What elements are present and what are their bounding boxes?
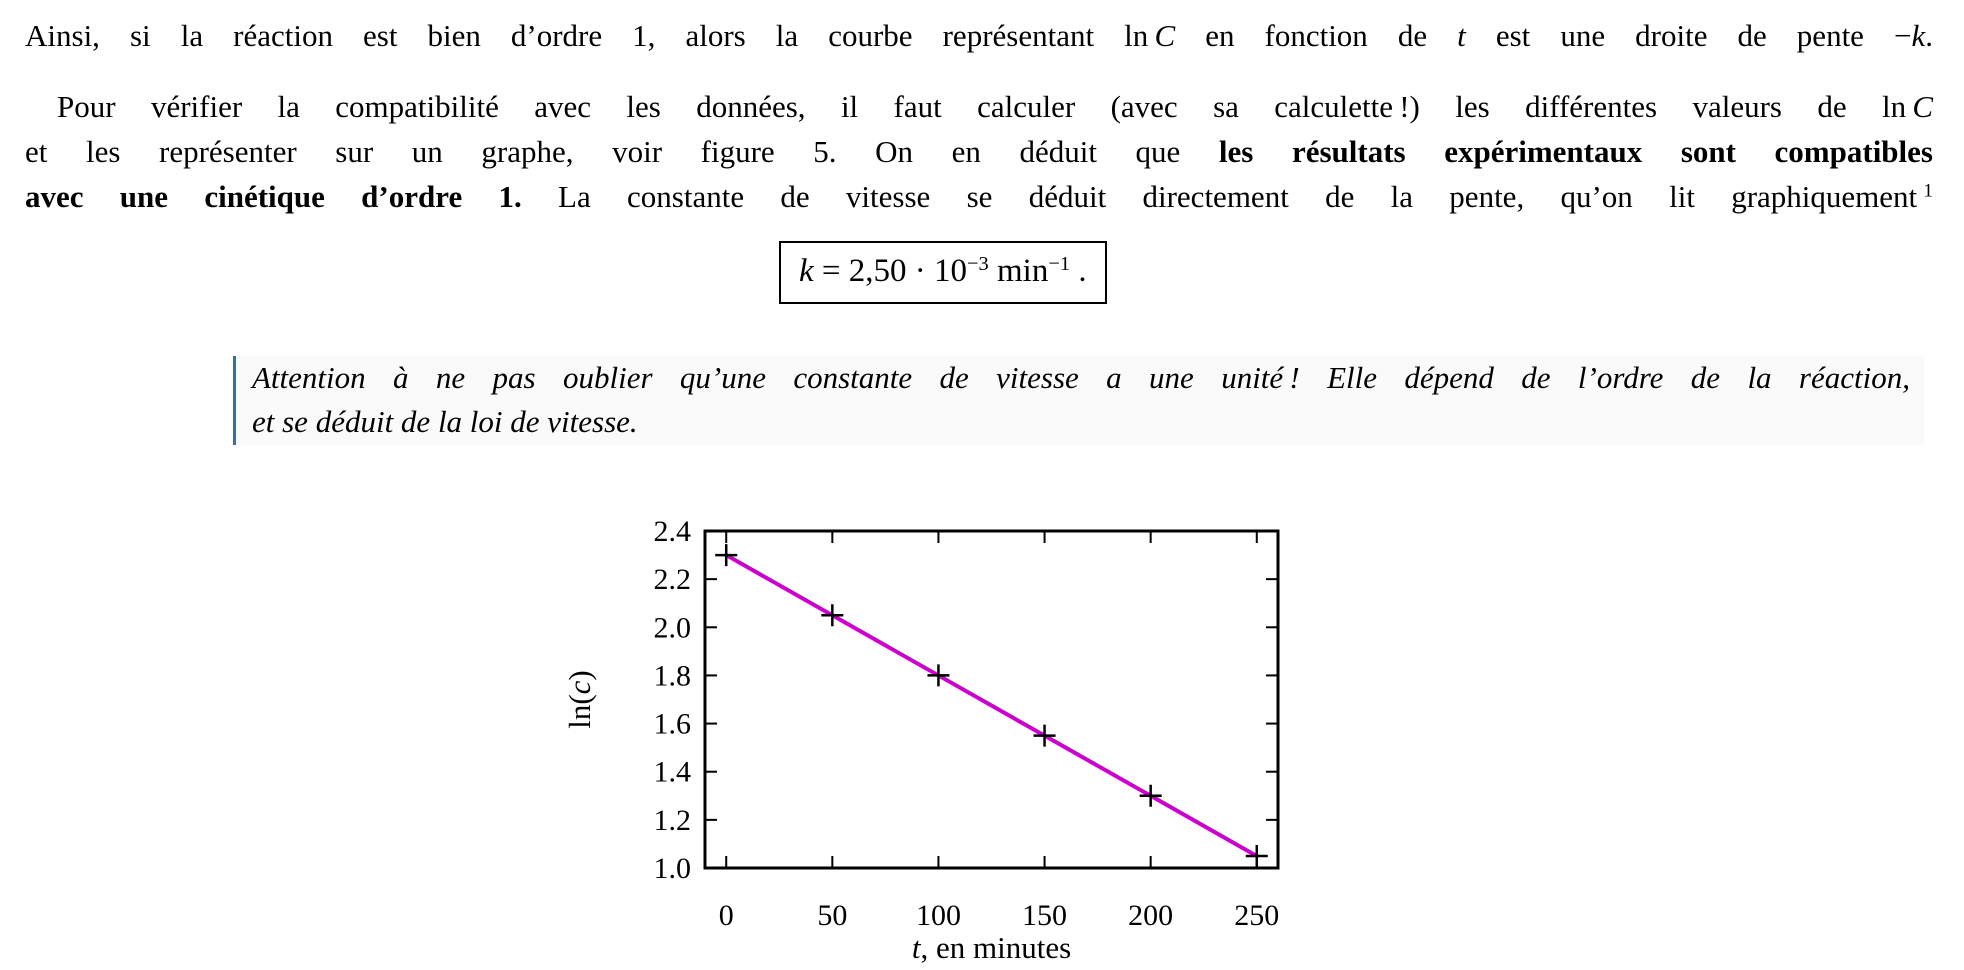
- y-tick-label: 1.4: [653, 755, 691, 789]
- ln-c-vs-t-chart: [560, 503, 1320, 970]
- note-line: [252, 356, 1910, 400]
- remark-note: [233, 356, 1924, 445]
- figure-5-kinetics-plot: [560, 503, 1320, 970]
- text-line: [25, 84, 1933, 129]
- x-tick-label: 100: [915, 899, 961, 932]
- text-segment: = 2,50 · 10: [813, 253, 968, 289]
- x-tick-label: 50: [817, 899, 848, 932]
- y-tick-label: 2.2: [653, 563, 691, 597]
- superscript: 1: [1923, 180, 1933, 202]
- y-tick-label: 2.4: [653, 515, 691, 548]
- y-tick-label: 1.2: [653, 803, 691, 837]
- fit-line: [726, 555, 1257, 856]
- x-tick-label: 150: [1022, 899, 1068, 932]
- text-segment: avec une cinétique d’ordre 1.: [25, 179, 522, 214]
- y-tick-label: 1.6: [653, 707, 691, 741]
- data-marker: [821, 604, 843, 626]
- body-text: [25, 13, 1933, 219]
- text-segment: est une droite de pente −: [1465, 18, 1912, 53]
- text-segment: en fonction de: [1175, 18, 1458, 53]
- text-segment: La constante de vitesse se déduit directement de la pente, qu’on lit graphiquement: [521, 179, 1924, 214]
- text-segment: et se déduit de la loi de vitesse.: [252, 404, 638, 439]
- x-axis-label: t, en minutes: [911, 930, 1072, 965]
- text-segment: C: [1912, 89, 1933, 124]
- text-line: [25, 13, 1933, 58]
- text-segment: les résultats expérimentaux sont compatibles: [1218, 134, 1933, 169]
- data-marker: [1140, 785, 1162, 807]
- x-tick-label: 0: [718, 899, 734, 932]
- rate-constant-formula-box: [779, 241, 1107, 304]
- paragraph: [25, 84, 1933, 219]
- y-tick-label: 2.0: [653, 611, 691, 645]
- text-segment: Pour vérifier la compatibilité avec les données, il faut calculer (avec sa calculette !) les différentes valeurs de ln: [57, 89, 1913, 124]
- y-axis-label: ln(c): [562, 670, 597, 729]
- text-segment: Attention à ne pas oublier qu’une constante de vitesse a une unité ! Elle dépend de l’ordre de la réaction,: [252, 360, 1910, 395]
- x-tick-label: 250: [1234, 899, 1280, 932]
- text-segment: C: [1154, 18, 1176, 53]
- text-segment: k: [1911, 18, 1926, 53]
- y-tick-label: 1.0: [653, 852, 691, 885]
- superscript: −1: [1048, 252, 1071, 275]
- text-line: [25, 174, 1933, 219]
- text-segment: t: [1457, 18, 1466, 53]
- text-segment: et les représenter sur un graphe, voir figure 5. On en déduit que: [25, 134, 1219, 169]
- x-tick-label: 200: [1128, 899, 1174, 932]
- text-line: [25, 129, 1933, 174]
- text-segment: Ainsi, si la réaction est bien d’ordre 1, alors la courbe représentant ln: [25, 18, 1155, 53]
- text-segment: .: [1925, 18, 1933, 53]
- y-tick-label: 1.8: [653, 659, 691, 693]
- text-segment: .: [1070, 253, 1087, 289]
- text-segment: k: [799, 253, 814, 289]
- superscript: −3: [967, 252, 989, 275]
- data-marker: [715, 544, 737, 566]
- note-line: [252, 400, 1910, 444]
- paragraph: [25, 13, 1933, 58]
- data-marker: [1034, 725, 1056, 747]
- text-segment: min: [988, 253, 1049, 289]
- data-marker: [927, 664, 949, 686]
